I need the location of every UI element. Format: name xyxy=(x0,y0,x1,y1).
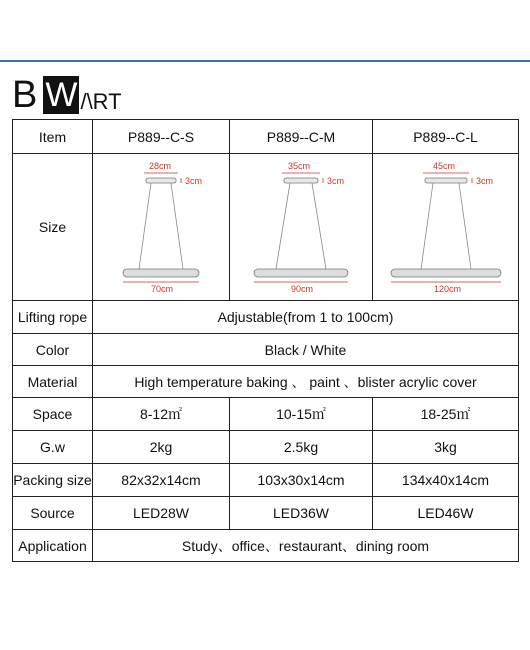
table-row-color xyxy=(13,334,519,366)
gross-weight-l: 3kg xyxy=(373,431,519,464)
top-width-label-s: 28cm xyxy=(149,161,172,171)
space-label: Space xyxy=(13,398,93,431)
table-row-source xyxy=(13,497,519,530)
lifting-rope-value: Adjustable(from 1 to 100cm) xyxy=(93,301,519,334)
packing-size-s: 82x32x14cm xyxy=(93,464,230,497)
color-label: Color xyxy=(13,334,93,366)
table-row-size xyxy=(13,154,519,301)
spec-table xyxy=(12,119,519,562)
bottom-width-label-m: 90cm xyxy=(291,284,314,294)
lamp-diagram-m xyxy=(246,157,356,297)
brand-logo xyxy=(12,76,122,114)
header-model-l: P889--C-L xyxy=(373,120,519,154)
space-value-l: 18-25㎡ xyxy=(373,398,519,431)
header-model-s: P889--C-S xyxy=(93,120,230,154)
source-label: Source xyxy=(13,497,93,530)
top-width-label-m: 35cm xyxy=(288,161,311,171)
source-s: LED28W xyxy=(93,497,230,530)
table-row-gross-weight xyxy=(13,431,519,464)
gross-weight-label: G.w xyxy=(13,431,93,464)
header-item: Item xyxy=(13,120,93,154)
table-row-application xyxy=(13,530,519,562)
gross-weight-m: 2.5kg xyxy=(230,431,373,464)
material-value: High temperature baking 、 paint 、blister acrylic cover xyxy=(93,366,519,398)
application-value: Study、office、restaurant、dining room xyxy=(93,530,519,562)
height-label-l: 3cm xyxy=(475,176,493,186)
height-label-s: 3cm xyxy=(185,176,203,186)
packing-size-m: 103x30x14cm xyxy=(230,464,373,497)
table-row-material xyxy=(13,366,519,398)
lamp-diagram-s xyxy=(111,157,211,297)
color-value: Black / White xyxy=(93,334,519,366)
table-row-space xyxy=(13,398,519,431)
size-label: Size xyxy=(13,154,93,301)
table-row-packing-size xyxy=(13,464,519,497)
lifting-rope-label: Lifting rope xyxy=(13,301,93,334)
material-label: Material xyxy=(13,366,93,398)
gross-weight-s: 2kg xyxy=(93,431,230,464)
space-value-m: 10-15㎡ xyxy=(230,398,373,431)
height-label-m: 3cm xyxy=(327,176,345,186)
application-label: Application xyxy=(13,530,93,562)
packing-size-l: 134x40x14cm xyxy=(373,464,519,497)
header-model-m: P889--C-M xyxy=(230,120,373,154)
size-diagram-s xyxy=(93,154,230,301)
top-divider-line xyxy=(0,60,530,62)
logo-letter-b: B xyxy=(12,74,38,116)
source-m: LED36W xyxy=(230,497,373,530)
logo-text-art: /\RT xyxy=(80,89,122,114)
top-width-label-l: 45cm xyxy=(432,161,455,171)
space-value-s: 8-12㎡ xyxy=(93,398,230,431)
source-l: LED46W xyxy=(373,497,519,530)
bottom-width-label-l: 120cm xyxy=(433,284,461,294)
table-row-lifting-rope xyxy=(13,301,519,334)
size-diagram-m xyxy=(230,154,373,301)
packing-size-label: Packing size xyxy=(13,464,93,497)
table-row-header xyxy=(13,120,519,154)
logo-letter-w: W xyxy=(45,76,78,114)
bottom-width-label-s: 70cm xyxy=(151,284,174,294)
lamp-diagram-l xyxy=(387,157,505,297)
size-diagram-l xyxy=(373,154,519,301)
